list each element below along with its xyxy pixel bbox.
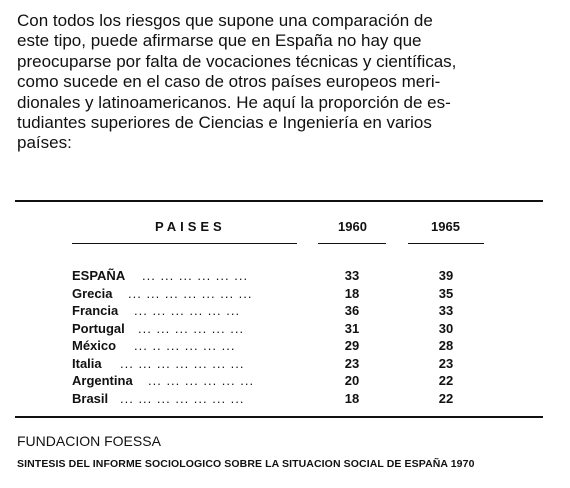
- value-1960: 18: [344, 285, 360, 301]
- table-body: [72, 268, 492, 408]
- header-country: PAISES: [155, 219, 226, 234]
- paragraph-line: países:: [17, 133, 72, 153]
- country-name: Italia: [72, 355, 102, 371]
- leader-dots: ... ... ... ... ... ... ...: [120, 390, 245, 406]
- country-name: Portugal: [72, 320, 125, 336]
- leader-dots: ... .. ... ... ... ...: [134, 338, 236, 353]
- country-name: Francia: [72, 303, 119, 318]
- table-row: [72, 356, 492, 374]
- value-1960: 29: [344, 338, 360, 353]
- value-1965: 35: [438, 285, 454, 301]
- table-row: [72, 268, 492, 286]
- header-1965: 1965: [431, 219, 460, 234]
- leader-dots: ... ... ... ... ... ... ...: [128, 285, 253, 301]
- paragraph-line: dionales y latinoamericanos. He aquí la proporción de es-: [17, 92, 451, 112]
- table-row: [72, 286, 492, 304]
- leader-dots: ... ... ... ... ... ...: [148, 373, 255, 388]
- paragraph-line: como sucede en el caso de otros países europeos meri-: [17, 72, 441, 92]
- header-underline-1965: [408, 243, 484, 244]
- value-1960: 18: [344, 390, 360, 406]
- country-name: ESPAÑA: [72, 268, 126, 283]
- paragraph-line: preocuparse por falta de vocaciones técnicas y científicas,: [17, 51, 457, 71]
- table-row: [72, 321, 492, 339]
- value-1965: 28: [438, 338, 454, 353]
- header-underline-country: [72, 243, 297, 244]
- leader-dots: ... ... ... ... ... ... ...: [120, 355, 245, 371]
- header-underline-1960: [318, 243, 386, 244]
- table-row: [72, 303, 492, 321]
- leader-dots: ... ... ... ... ... ...: [142, 268, 249, 283]
- value-1960: 33: [344, 268, 360, 283]
- value-1960: 20: [344, 373, 360, 388]
- paragraph-line: Con todos los riesgos que supone una comparación de: [17, 11, 433, 30]
- table-row: [72, 338, 492, 356]
- value-1965: 23: [438, 355, 454, 371]
- value-1965: 33: [438, 303, 454, 318]
- table-row: [72, 391, 492, 409]
- leader-dots: ... ... ... ... ... ...: [138, 320, 245, 336]
- country-name: México: [72, 338, 117, 353]
- value-1960: 23: [344, 355, 360, 371]
- value-1965: 39: [438, 268, 454, 283]
- value-1965: 30: [438, 320, 454, 336]
- source-citation: SINTESIS DEL INFORME SOCIOLOGICO SOBRE LA SITUACION SOCIAL DE ESPAÑA 1970: [17, 458, 475, 470]
- value-1965: 22: [438, 390, 454, 406]
- value-1960: 31: [344, 320, 360, 336]
- table-bottom-rule: [15, 416, 543, 418]
- paragraph-line: tudiantes superiores de Ciencias e Ingeniería en varios: [17, 113, 432, 133]
- leader-dots: ... ... ... ... ... ...: [134, 303, 241, 318]
- country-name: Grecia: [72, 285, 113, 301]
- value-1965: 22: [438, 373, 454, 388]
- table-top-rule: [15, 200, 543, 202]
- source-organization: FUNDACION FOESSA: [17, 433, 161, 449]
- paragraph-line: este tipo, puede afirmarse que en España no hay que: [17, 31, 422, 51]
- header-1960: 1960: [338, 219, 367, 234]
- country-name: Brasil: [72, 390, 109, 406]
- country-name: Argentina: [72, 373, 133, 388]
- table-row: [72, 373, 492, 391]
- intro-paragraph: [17, 11, 549, 154]
- value-1960: 36: [344, 303, 360, 318]
